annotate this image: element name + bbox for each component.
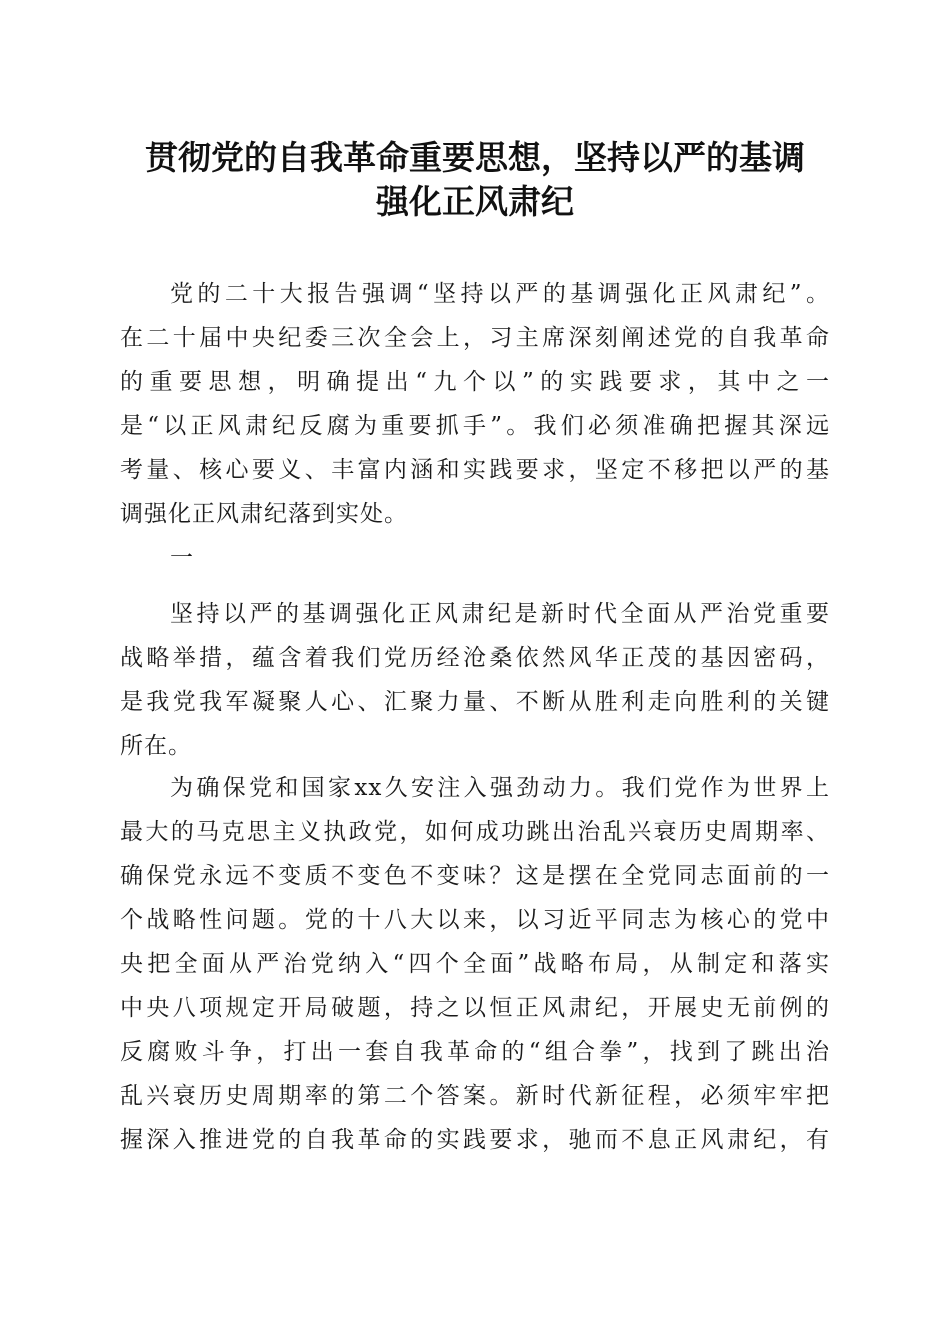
- paragraph-line: 是“以正风肃纪反腐为重要抓手”。我们必须准确把握其深远: [120, 413, 830, 439]
- section-number: 一: [170, 545, 194, 571]
- paragraph-intro: [120, 272, 830, 536]
- paragraph-line: 确保党永远不变质不变色不变味？这是摆在全党同志面前的一: [120, 863, 830, 889]
- paragraph-line: 坚持以严的基调强化正风肃纪是新时代全面从严治党重要: [170, 601, 830, 627]
- section-heading-one: [120, 536, 830, 580]
- paragraph-line: 考量、核心要义、丰富内涵和实践要求，坚定不移把以严的基: [120, 457, 830, 483]
- paragraph-line: 为确保党和国家xx久安注入强劲动力。我们党作为世界上: [170, 775, 830, 801]
- paragraph-line: 战略举措，蕴含着我们党历经沧桑依然风华正茂的基因密码，: [120, 645, 830, 671]
- paragraph-line: 反腐败斗争，打出一套自我革命的“组合拳”，找到了跳出治: [120, 1039, 830, 1065]
- paragraph-history: [120, 766, 830, 1162]
- document-title-line-1: 贯彻党的自我革命重要思想，坚持以严的基调: [145, 138, 805, 177]
- paragraph-line: 调强化正风肃纪落到实处。: [120, 501, 408, 527]
- paragraph-line: 是我党我军凝聚人心、汇聚力量、不断从胜利走向胜利的关键: [120, 689, 830, 715]
- paragraph-line: 的重要思想，明确提出“九个以”的实践要求，其中之一: [120, 369, 830, 395]
- paragraph-line: 所在。: [120, 733, 192, 759]
- paragraph-line: 在二十届中央纪委三次全会上，习主席深刻阐述党的自我革命: [120, 325, 830, 351]
- paragraph-line: 中央八项规定开局破题，持之以恒正风肃纪，开展史无前例的: [120, 995, 830, 1021]
- paragraph-section-one: [120, 592, 830, 768]
- paragraph-line: 握深入推进党的自我革命的实践要求，驰而不息正风肃纪，有: [120, 1127, 830, 1153]
- paragraph-line: 最大的马克思主义执政党，如何成功跳出治乱兴衰历史周期率、: [120, 819, 830, 845]
- paragraph-line: 党的二十大报告强调“坚持以严的基调强化正风肃纪”。: [170, 281, 830, 307]
- paragraph-line: 央把全面从严治党纳入“四个全面”战略布局，从制定和落实: [120, 951, 830, 977]
- paragraph-line: 乱兴衰历史周期率的第二个答案。新时代新征程，必须牢牢把: [120, 1083, 830, 1109]
- paragraph-line: 个战略性问题。党的十八大以来，以习近平同志为核心的党中: [120, 907, 830, 933]
- document-title-line-2: 强化正风肃纪: [376, 182, 574, 221]
